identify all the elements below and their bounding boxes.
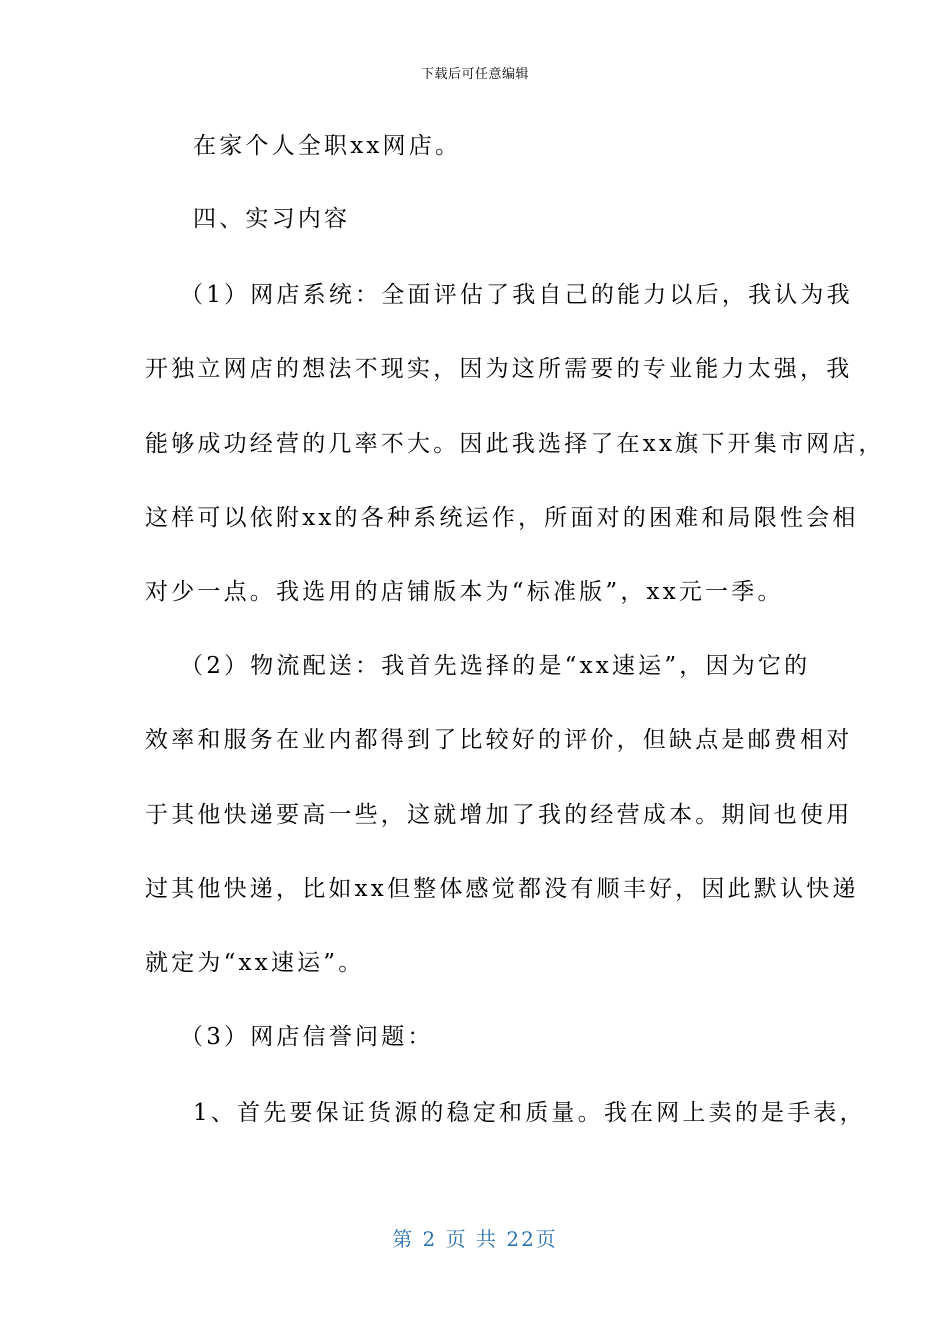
- page-footer: 第 2 页 共 22页: [392, 1227, 558, 1251]
- body-line: 效率和服务在业内都得到了比较好的评价，但缺点是邮费相对: [145, 727, 853, 753]
- page-header: 下载后可任意编辑: [420, 67, 529, 82]
- body-line: 这样可以依附xx的各种系统运作，所面对的困难和局限性会相: [145, 505, 859, 531]
- body-line: 1、首先要保证货源的稳定和质量。我在网上卖的是手表，: [193, 1100, 866, 1126]
- body-line: 过其他快递，比如xx但整体感觉都没有顺丰好，因此默认快递: [145, 876, 859, 902]
- body-line: 就定为“xx速运”。: [145, 950, 365, 976]
- body-line: 开独立网店的想法不现实，因为这所需要的专业能力太强，我: [145, 356, 853, 382]
- body-line: （1）网店系统：全面评估了我自己的能力以后，我认为我: [180, 282, 853, 308]
- section-heading: 四、实习内容: [193, 206, 351, 232]
- body-line: 于其他快递要高一些，这就增加了我的经营成本。期间也使用: [145, 802, 853, 828]
- body-line: （3）网店信誉问题：: [180, 1024, 434, 1050]
- body-line: 能够成功经营的几率不大。因此我选择了在xx旗下开集市网店，: [145, 431, 885, 457]
- body-line: 对少一点。我选用的店铺版本为“标准版”，xx元一季。: [145, 579, 784, 605]
- body-line: （2）物流配送：我首先选择的是“xx速运”，因为它的: [180, 653, 811, 679]
- body-line: 在家个人全职xx网店。: [193, 133, 462, 159]
